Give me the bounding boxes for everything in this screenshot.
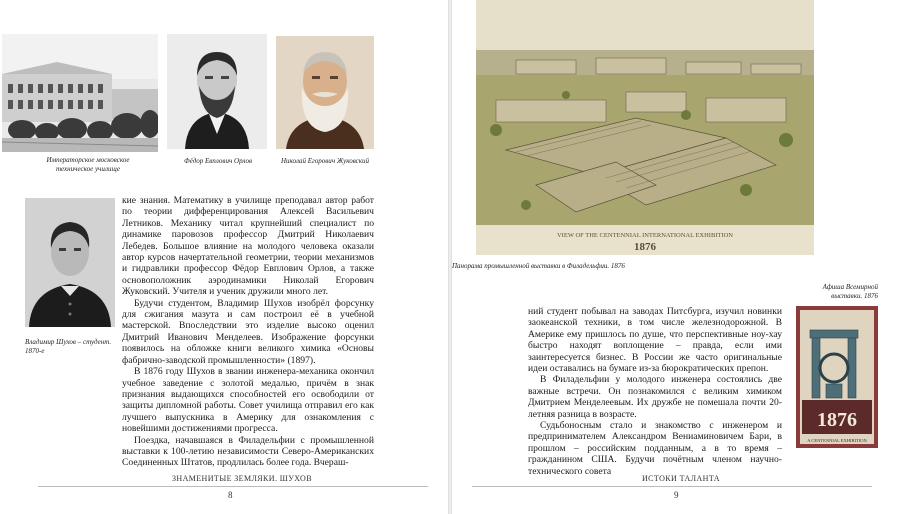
right-text-column (528, 306, 782, 477)
poster-year: 1876 (817, 409, 857, 431)
caption-orlov: Фёдор Евплович Орлов (183, 157, 253, 165)
exhibition-poster (796, 306, 878, 448)
right-running-head: ИСТОКИ ТАЛАНТА (642, 474, 720, 483)
caption-poster: Афиша Всемирной выставки. 1876 (822, 283, 878, 300)
zhukovsky-portrait (276, 36, 374, 149)
left-page-number: 8 (228, 490, 233, 500)
caption-panorama: Панорама промышленной выставки в Филадельфии. 1876 (452, 262, 625, 270)
left-paragraph: В 1876 году Шухов в звании инженера-механика окончил учебное заведение с золотой медалью, причём в знак признания выдающихся способностей его освободили от защиты дипломной работы. Совет училища отправил его как лучшего выпускника в Америку для ознакомления с новейшими достижениями прогресса. (122, 366, 374, 435)
panorama-year: 1876 (634, 241, 656, 253)
right-page (452, 0, 900, 514)
right-footer-rule (472, 486, 872, 487)
poster-subtitle: A CENTENNIAL EXHIBITION (807, 438, 867, 443)
orlov-portrait (167, 34, 267, 149)
left-page (0, 0, 448, 514)
caption-zhukovsky: Николай Егорович Жуковский (280, 157, 370, 165)
shukhov-student-portrait (25, 198, 115, 327)
panorama-inscription: VIEW OF THE CENTENNIAL INTERNATIONAL EXHIBITION (556, 232, 734, 239)
left-footer-rule (38, 486, 428, 487)
left-paragraph: Будучи студентом, Владимир Шухов изобрёл форсунку для сжигания мазута и сам построил её в учебной мастерской. Впоследствии это изделие высоко оценил Дмитрий Иванович Менделеев. Изображение форсунки появилось на обложке книги великого химика «Основы фабрично-заводской промышленности» (1897). (122, 297, 374, 366)
right-paragraph: В Филадельфии у молодого инженера состоялись две важные встречи. Он познакомился с великим химиком Дмитрием Менделеевым. Их дружбе не помешала почти 20-летняя разница в возрасте. (528, 374, 782, 420)
caption-school: Императорское московское техническое училище (46, 156, 130, 173)
right-page-number: 9 (674, 490, 679, 500)
right-paragraph: ний студент побывал на заводах Питсбурга, изучил новинки заокеанской техники, в том числе железнодорожной. В Америке ему пришлось по душе, что перспективные ноу-хау быстро находят воплощение – правда, если ими заинтересуется бизнес. В России же часто оригинальные идеи оставались на бумаге из-за бюрократических препон. (528, 306, 782, 375)
left-paragraph: Поездка, начавшаяся в Филадельфии с промышленной выставки к 100-летию независимости Северо-Американских Соединенных Штатов, продлилась более года. Вчераш- (122, 434, 374, 469)
school-building-photo (2, 34, 158, 152)
right-paragraph: Судьбоносным стало и знакомство с инженером и предпринимателем Александром Вениаминовичем Бари, в прошлом – российским подданным, а в то время – гражданином США. Будучи почётным членом научно-технического совета (528, 420, 782, 477)
caption-shukhov-student: Владимир Шухов – студент. 1870-е (25, 338, 112, 355)
left-text-column (122, 195, 374, 469)
left-running-head: ЗНАМЕНИТЫЕ ЗЕМЛЯКИ. ШУХОВ (172, 474, 312, 483)
left-paragraph: кие знания. Математику в училище преподавал автор работ по теории дифференцирования Алексей Васильевич Летников. Механику читал крупнейший специалист по динамике паровозов профессор Дмитрий Николаевич Лебедев. Большое влияние на молодого человека оказали автор курсов начертательной геометрии, теории механизмов и гидравлики профессор Фёдор Евплович Орлов, а также основоположник аэродинамики Николай Егорович Жуковский. Учителя и ученик дружили много лет. (122, 195, 374, 298)
exhibition-panorama (476, 0, 814, 255)
